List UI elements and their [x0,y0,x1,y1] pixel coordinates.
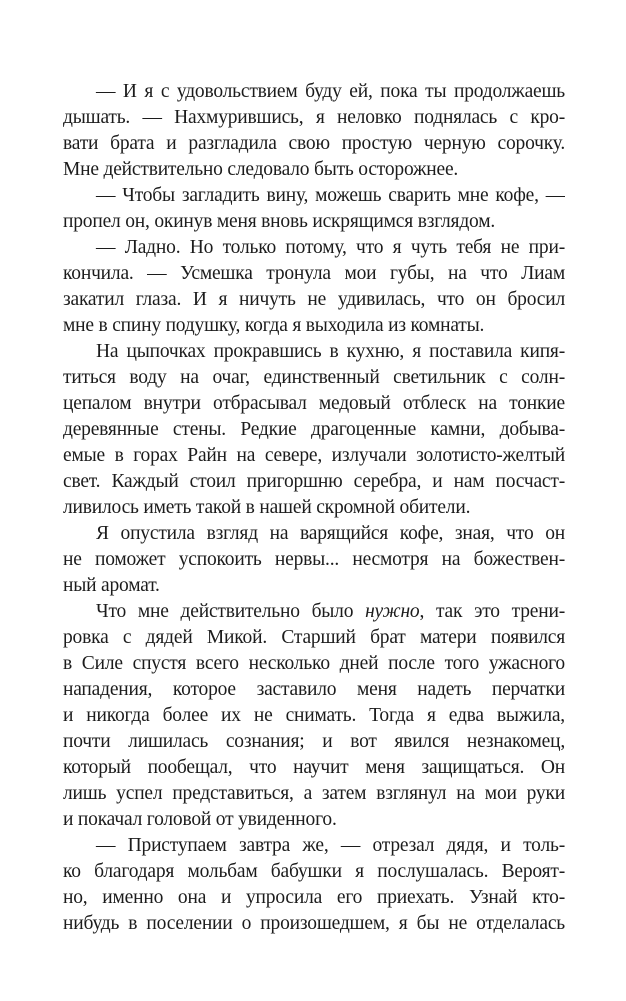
text-line [63,495,565,521]
text-segment: и никогда более их не снимать. Тогда я едва выжила, [63,705,565,726]
text-segment: не поможет успокоить нервы... несмотря на божествен- [63,549,565,570]
text-line [63,131,565,157]
text-segment: который пообещал, что научит меня защищаться. Он [63,757,565,778]
text-line [63,625,565,651]
text-segment: свет. Каждый стоил пригоршню серебра, и нам посчаст- [63,471,565,492]
text-segment: пропел он, окинув меня вновь искрящимся взглядом. [63,211,496,232]
text-line [63,339,565,365]
text-segment: ливилось иметь такой в нашей скромной обители. [63,497,471,518]
text-line [63,651,565,677]
text-line [63,287,565,313]
text-segment: в Силе спустя всего несколько дней после того ужасного [63,653,565,674]
text-line [63,365,565,391]
page-text-block [63,79,565,937]
text-segment: Мне действительно следовало быть осторожнее. [63,159,459,180]
text-line [63,235,565,261]
text-segment: , так это трени- [419,601,565,622]
text-line [63,599,565,625]
text-line [63,781,565,807]
text-segment: емые в горах Райн на севере, излучали золотисто-желтый [63,445,565,466]
text-line [63,209,565,235]
text-line [63,885,565,911]
text-line [63,677,565,703]
text-segment: — Ладно. Но только потому, что я чуть тебя не при- [96,237,565,258]
text-segment: почти лишилась сознания; и вот явился незнакомец, [63,731,565,752]
text-line [63,573,565,599]
text-segment: Я опустила взгляд на варящийся кофе, зная, что он [96,523,565,544]
text-segment: ко благодаря мольбам бабушки я послушалась. Вероят- [63,861,565,882]
text-line [63,547,565,573]
text-line [63,313,565,339]
text-line [63,859,565,885]
text-segment: ровка с дядей Микой. Старший брат матери появился [63,627,565,648]
text-line [63,105,565,131]
text-segment: деревянные стены. Редкие драгоценные камни, добыва- [63,419,565,440]
text-line [63,807,565,833]
text-segment: — Приступаем завтра же, — отрезал дядя, и толь- [96,835,565,856]
text-line [63,443,565,469]
text-segment: нибудь в поселении о произошедшем, я бы не отделалась [63,913,565,934]
text-segment: — Чтобы загладить вину, можешь сварить мне кофе, — [96,185,565,206]
text-segment: закатил глаза. И я ничуть не удивилась, что он бросил [63,289,565,310]
text-line [63,729,565,755]
text-segment: — И я с удовольствием буду ей, пока ты продолжаешь [96,81,565,102]
text-segment: лишь успел представиться, а затем взглянул на мои руки [63,783,565,804]
text-line [63,183,565,209]
text-line [63,391,565,417]
text-segment: ный аромат. [63,575,160,596]
text-segment: цепалом внутри отбрасывал медовый отблеск на тонкие [63,393,565,414]
text-line [63,261,565,287]
text-segment: мне в спину подушку, когда я выходила из комнаты. [63,315,485,336]
text-segment: титься воду на очаг, единственный светильник с солн- [63,367,565,388]
text-segment: На цыпочках прокравшись в кухню, я поставила кипя- [96,341,565,362]
text-segment: Что мне действительно было [96,601,366,622]
text-line [63,417,565,443]
text-segment: и покачал головой от увиденного. [63,809,337,830]
text-segment: кончила. — Усмешка тронула мои губы, на что Лиам [63,263,565,284]
text-line [63,157,565,183]
text-line [63,469,565,495]
text-segment: вати брата и разгладила свою простую черную сорочку. [63,133,565,154]
text-line [63,833,565,859]
text-line [63,755,565,781]
text-line [63,703,565,729]
text-line [63,521,565,547]
text-segment: дышать. — Нахмурившись, я неловко поднялась с кро- [63,107,565,128]
text-line [63,79,565,105]
text-segment: нападения, которое заставило меня надеть перчатки [63,679,565,700]
text-line [63,911,565,937]
emphasis-text: нужно [365,601,420,622]
text-segment: но, именно она и упросила его приехать. Узнай кто- [63,887,565,908]
